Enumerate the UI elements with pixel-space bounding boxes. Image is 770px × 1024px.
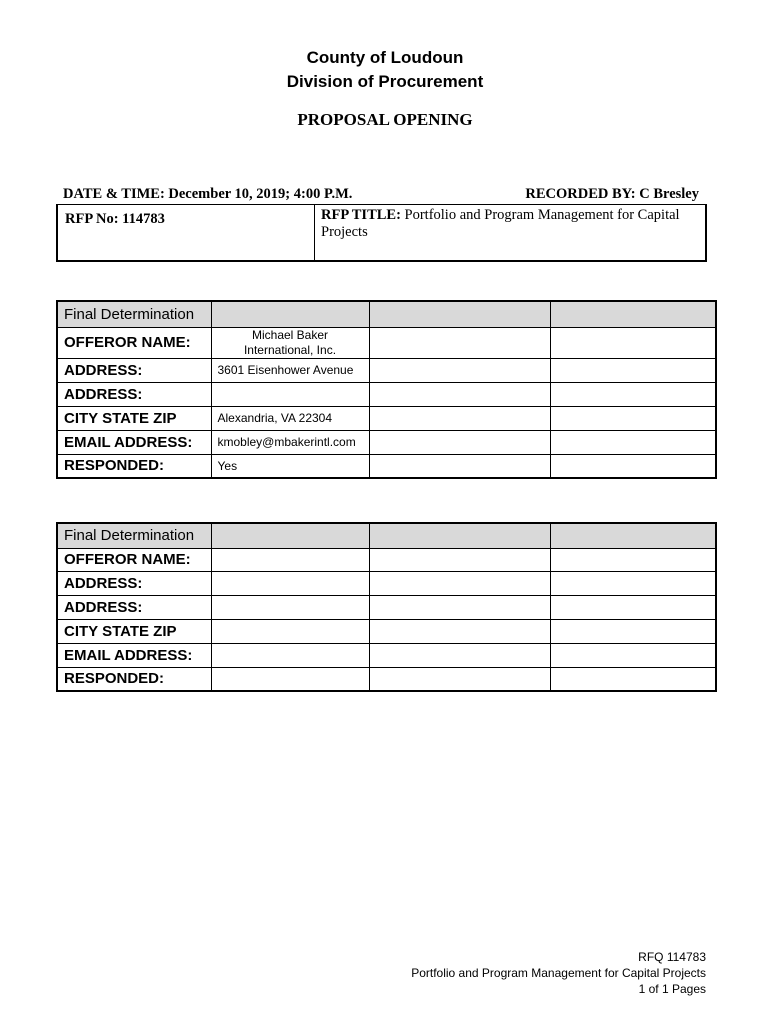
empty-cell bbox=[550, 382, 716, 406]
empty-cell bbox=[550, 643, 716, 667]
empty-cell bbox=[550, 454, 716, 478]
email-value: kmobley@mbakerintl.com bbox=[211, 430, 369, 454]
empty-cell bbox=[369, 548, 550, 571]
empty-cell bbox=[369, 667, 550, 691]
footer-rfq-number: RFQ 114783 bbox=[638, 950, 706, 964]
city-state-zip-value: Alexandria, VA 22304 bbox=[211, 406, 369, 430]
table-row bbox=[57, 595, 716, 619]
offeror-table-1 bbox=[56, 300, 717, 479]
rfp-number: RFP No: 114783 bbox=[58, 205, 315, 260]
empty-cell bbox=[369, 358, 550, 382]
empty-cell bbox=[550, 327, 716, 358]
row-label: EMAIL ADDRESS: bbox=[57, 643, 211, 667]
empty-cell bbox=[369, 382, 550, 406]
date-recorded-row bbox=[63, 186, 699, 204]
offeror-name-value: Michael Baker International, Inc. bbox=[211, 327, 369, 358]
empty-cell bbox=[369, 454, 550, 478]
table-row bbox=[57, 667, 716, 691]
table-row bbox=[57, 358, 716, 382]
row-label: CITY STATE ZIP bbox=[57, 406, 211, 430]
row-label: CITY STATE ZIP bbox=[57, 619, 211, 643]
empty-cell bbox=[550, 430, 716, 454]
empty-cell bbox=[369, 430, 550, 454]
table-row bbox=[57, 327, 716, 358]
final-determination-label: Final Determination bbox=[57, 523, 211, 548]
row-label: OFFEROR NAME: bbox=[57, 548, 211, 571]
row-label: ADDRESS: bbox=[57, 571, 211, 595]
empty-cell bbox=[550, 667, 716, 691]
offeror-name-value bbox=[211, 548, 369, 571]
offeror-table-2 bbox=[56, 522, 717, 692]
responded-value bbox=[211, 667, 369, 691]
document-title: PROPOSAL OPENING bbox=[297, 110, 473, 129]
header-cell bbox=[211, 523, 369, 548]
table-row bbox=[57, 643, 716, 667]
email-value bbox=[211, 643, 369, 667]
table-row bbox=[57, 571, 716, 595]
table-row bbox=[57, 406, 716, 430]
row-label: ADDRESS: bbox=[57, 358, 211, 382]
empty-cell bbox=[550, 571, 716, 595]
address2-value bbox=[211, 382, 369, 406]
empty-cell bbox=[550, 358, 716, 382]
empty-cell bbox=[550, 595, 716, 619]
table-row bbox=[57, 454, 716, 478]
rfp-title-value: Portfolio and Program Management for Capital Projects bbox=[321, 207, 680, 240]
rfp-title-label: RFP TITLE: bbox=[321, 207, 401, 223]
empty-cell bbox=[550, 619, 716, 643]
rfp-title bbox=[315, 205, 705, 241]
empty-cell bbox=[369, 595, 550, 619]
county-title: County of Loudoun bbox=[306, 48, 464, 67]
table-row bbox=[57, 548, 716, 571]
row-label: OFFEROR NAME: bbox=[57, 327, 211, 358]
header-cell bbox=[369, 301, 550, 327]
division-title: Division of Procurement bbox=[286, 72, 484, 91]
table-row bbox=[57, 430, 716, 454]
empty-cell bbox=[550, 548, 716, 571]
recorded-by: RECORDED BY: C Bresley bbox=[525, 186, 699, 202]
header-cell bbox=[211, 301, 369, 327]
row-label: RESPONDED: bbox=[57, 667, 211, 691]
rfp-info-box bbox=[56, 204, 707, 262]
table-row bbox=[57, 619, 716, 643]
row-label: ADDRESS: bbox=[57, 382, 211, 406]
page-footer bbox=[411, 949, 706, 997]
address-value bbox=[211, 571, 369, 595]
address2-value bbox=[211, 595, 369, 619]
empty-cell bbox=[369, 571, 550, 595]
address-value: 3601 Eisenhower Avenue bbox=[211, 358, 369, 382]
date-time: DATE & TIME: December 10, 2019; 4:00 P.M. bbox=[63, 186, 353, 202]
empty-cell bbox=[369, 406, 550, 430]
empty-cell bbox=[369, 643, 550, 667]
empty-cell bbox=[369, 619, 550, 643]
header-cell bbox=[550, 523, 716, 548]
header-cell bbox=[550, 301, 716, 327]
final-determination-label: Final Determination bbox=[57, 301, 211, 327]
responded-value: Yes bbox=[211, 454, 369, 478]
header-cell bbox=[369, 523, 550, 548]
final-determination-row bbox=[57, 523, 716, 548]
empty-cell bbox=[550, 406, 716, 430]
row-label: EMAIL ADDRESS: bbox=[57, 430, 211, 454]
row-label: ADDRESS: bbox=[57, 595, 211, 619]
city-state-zip-value bbox=[211, 619, 369, 643]
footer-page-count: 1 of 1 Pages bbox=[638, 982, 706, 996]
final-determination-row bbox=[57, 301, 716, 327]
empty-cell bbox=[369, 327, 550, 358]
row-label: RESPONDED: bbox=[57, 454, 211, 478]
footer-project-title: Portfolio and Program Management for Capital Projects bbox=[411, 966, 706, 980]
table-row bbox=[57, 382, 716, 406]
